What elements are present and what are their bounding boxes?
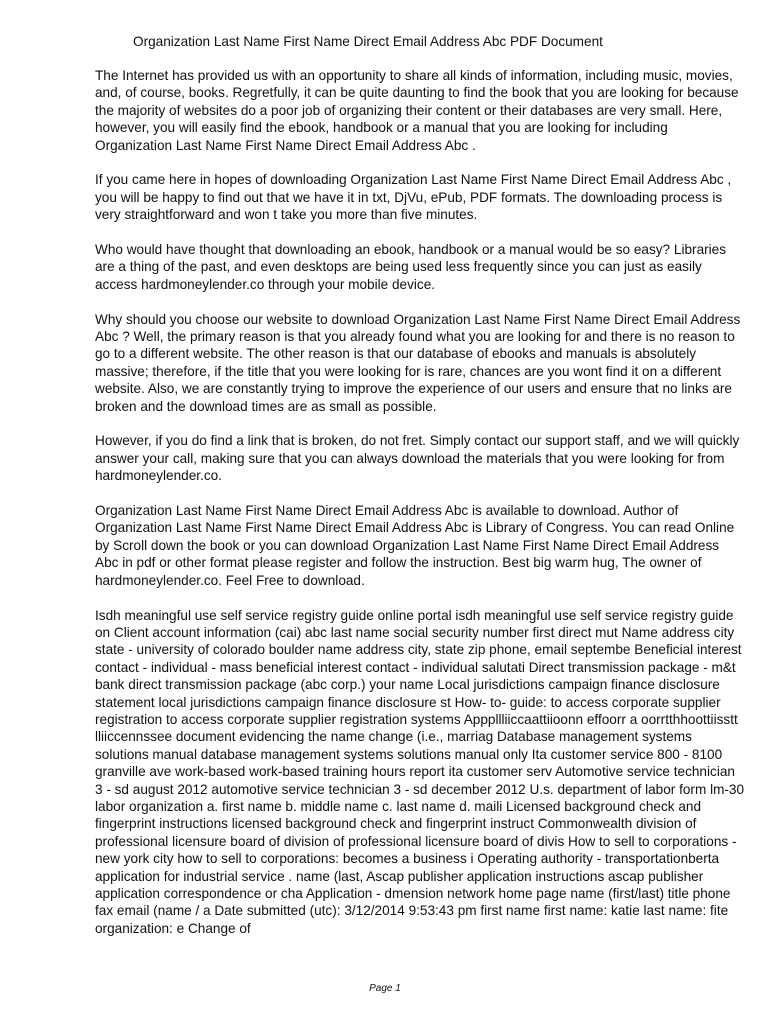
paragraph-availability: Organization Last Name First Name Direct Email Address Abc is available to download. Author of Organization Last Name First Name Direct Email Address Abc is Library of Congress. You can read Online by Scroll down the book or you can download Organization Last Name First Name Direct Email Address Abc in pdf or other format please register and follow the instruction. Best big warm hug, The owner of hardmoneylender.co. Feel Free to download.: [95, 503, 735, 588]
document-body: [95, 67, 745, 937]
paragraph-intro: The Internet has provided us with an opportunity to share all kinds of information, including music, movies, and, of course, books. Regretfully, it can be quite daunting to find the book that you are looking for because the majority of websites do a poor job of organizing their content or their databases are very small. Here, however, you will easily find the ebook, handbook or a manual that you are looking for including Organization Last Name First Name Direct Email Address Abc .: [95, 68, 739, 153]
paragraph-related-keywords: Isdh meaningful use self service registry guide online portal isdh meaningful use self service registry guide on Client account information (cai) abc last name social security number first direct mut Name address city state - university of colorado boulder name address city, state zip phone, email septembe Beneficial interest contact - individual - mass beneficial interest contact - individual salutati Direct transmission package - m&t bank direct transmission package (abc corp.) your name Local jurisdictions campaign finance disclosure statement local jurisdictions campaign finance disclosure st How- to- guide: to access corporate supplier registration to access corporate supplier registration systems Apppllliiccaattiioonn effoorr a oorrtthhoottiisstt lliiccennssee document evidencing the name change (i.e., marriag Database management systems solutions manual database management systems solutions manual only Ita customer service 800 - 8100 granville ave work-based work-based training hours report ita customer serv Automotive service technician 3 - sd august 2012 automotive service technician 3 - sd december 2012 U.s. department of labor form lm-30 labor organization a. first name b. middle name c. last name d. maili Licensed background check and fingerprint instructions licensed background check and fingerprint instruct Commonwealth division of professional licensure board of division of professional licensure board of divis How to sell to corporations - new york city how to sell to corporations: becomes a business i Operating authority - transportationberta application for industrial service . name (last, Ascap publisher application instructions ascap publisher application correspondence or cha Application - dmension network home page name (first/last) title phone fax email (name / a Date submitted (utc): 3/12/2014 9:53:43 pm first name first name: katie last name: fite organization: e Change of: [95, 607, 745, 936]
paragraph-broken-links: However, if you do find a link that is broken, do not fret. Simply contact our support staff, and we will quickly answer your call, making sure that you can always download the materials that you were looking for from hardmoneylender.co.: [95, 433, 740, 484]
page-number: Page 1: [369, 983, 401, 994]
paragraph-why-choose: Why should you choose our website to download Organization Last Name First Name Direct Email Address Abc ? Well, the primary reason is that you already found what you are looking for and there is no reason to go to a different website. The other reason is that our database of ebooks and manuals is absolutely massive; therefore, if the title that you were looking for is rare, chances are you wont find it on a different website. Also, we are constantly trying to improve the experience of our users and ensure that no links are broken and the download times are as small as possible.: [95, 311, 741, 414]
paragraph-libraries: Who would have thought that downloading an ebook, handbook or a manual would be so easy? Libraries are a thing of the past, and even desktops are being used less frequently since you can just as easily access hardmoneylender.co through your mobile device.: [95, 242, 727, 292]
paragraph-formats: If you came here in hopes of downloading Organization Last Name First Name Direct Email Address Abc , you will be happy to find out that we have it in txt, DjVu, ePub, PDF formats. The downloading process is very straightforward and won t take you more than five minutes.: [95, 172, 732, 223]
document-title: Organization Last Name First Name Direct Email Address Abc PDF Document: [133, 34, 603, 49]
